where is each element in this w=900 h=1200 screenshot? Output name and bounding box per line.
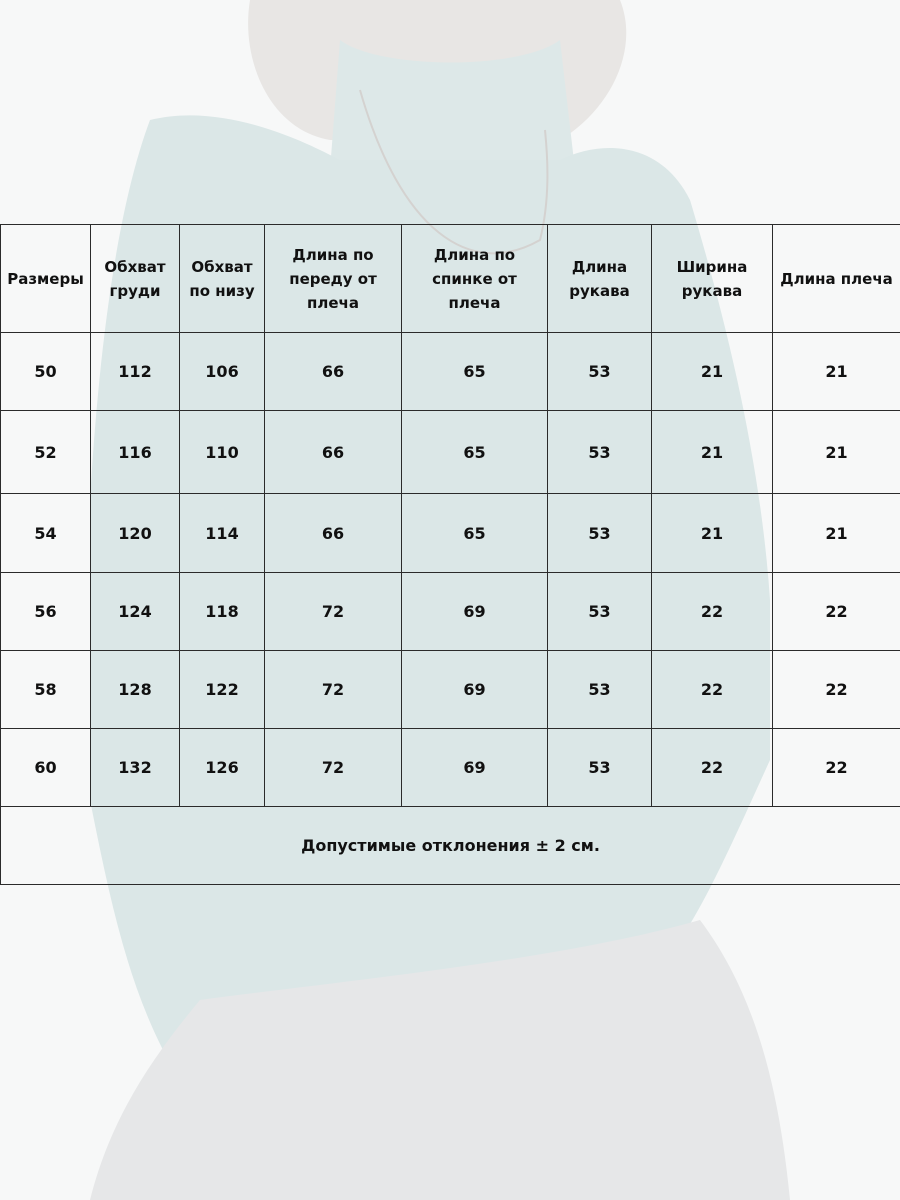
table-cell: 21 xyxy=(773,333,900,411)
tolerance-note: Допустимые отклонения ± 2 см. xyxy=(1,807,900,885)
table-cell: 126 xyxy=(180,729,265,807)
header-cell: Размеры xyxy=(1,225,91,333)
table-cell: 53 xyxy=(548,651,652,729)
table-cell: 53 xyxy=(548,573,652,651)
table-cell: 114 xyxy=(180,494,265,573)
table-row xyxy=(1,333,900,411)
table-cell: 66 xyxy=(265,333,402,411)
table-cell: 69 xyxy=(402,729,548,807)
table-cell: 112 xyxy=(91,333,180,411)
table-row xyxy=(1,411,900,494)
header-cell: Обхват по низу xyxy=(180,225,265,333)
table-cell: 22 xyxy=(652,573,773,651)
table-row xyxy=(1,729,900,807)
table-cell: 22 xyxy=(773,573,900,651)
table-cell: 65 xyxy=(402,411,548,494)
table-cell: 118 xyxy=(180,573,265,651)
table-cell: 21 xyxy=(773,494,900,573)
table-cell: 50 xyxy=(1,333,91,411)
size-table xyxy=(0,224,900,885)
table-cell: 53 xyxy=(548,729,652,807)
table-cell: 124 xyxy=(91,573,180,651)
table-cell: 132 xyxy=(91,729,180,807)
header-cell: Длина рукава xyxy=(548,225,652,333)
table-cell: 69 xyxy=(402,651,548,729)
table-cell: 21 xyxy=(773,411,900,494)
header-cell: Длина по спинке от плеча xyxy=(402,225,548,333)
header-cell: Длина плеча xyxy=(773,225,900,333)
table-cell: 110 xyxy=(180,411,265,494)
table-cell: 22 xyxy=(773,729,900,807)
table-cell: 21 xyxy=(652,494,773,573)
table-cell: 72 xyxy=(265,651,402,729)
table-cell: 122 xyxy=(180,651,265,729)
table-row xyxy=(1,573,900,651)
table-cell: 72 xyxy=(265,573,402,651)
table-cell: 53 xyxy=(548,333,652,411)
table-row xyxy=(1,494,900,573)
header-cell: Длина по переду от плеча xyxy=(265,225,402,333)
table-cell: 116 xyxy=(91,411,180,494)
table-cell: 72 xyxy=(265,729,402,807)
table-cell: 128 xyxy=(91,651,180,729)
table-header-row xyxy=(1,225,900,333)
table-cell: 22 xyxy=(652,729,773,807)
table-cell: 106 xyxy=(180,333,265,411)
table-cell: 69 xyxy=(402,573,548,651)
table-cell: 65 xyxy=(402,494,548,573)
table-cell: 56 xyxy=(1,573,91,651)
table-cell: 52 xyxy=(1,411,91,494)
table-cell: 54 xyxy=(1,494,91,573)
table-cell: 22 xyxy=(652,651,773,729)
header-cell: Обхват груди xyxy=(91,225,180,333)
table-cell: 53 xyxy=(548,411,652,494)
table-cell: 21 xyxy=(652,333,773,411)
table-cell: 22 xyxy=(773,651,900,729)
table-cell: 58 xyxy=(1,651,91,729)
table-cell: 66 xyxy=(265,494,402,573)
header-cell: Ширина рукава xyxy=(652,225,773,333)
table-cell: 65 xyxy=(402,333,548,411)
table-cell: 60 xyxy=(1,729,91,807)
table-cell: 66 xyxy=(265,411,402,494)
table-cell: 21 xyxy=(652,411,773,494)
table-note-row xyxy=(1,807,900,885)
table-cell: 53 xyxy=(548,494,652,573)
table-row xyxy=(1,651,900,729)
table-cell: 120 xyxy=(91,494,180,573)
